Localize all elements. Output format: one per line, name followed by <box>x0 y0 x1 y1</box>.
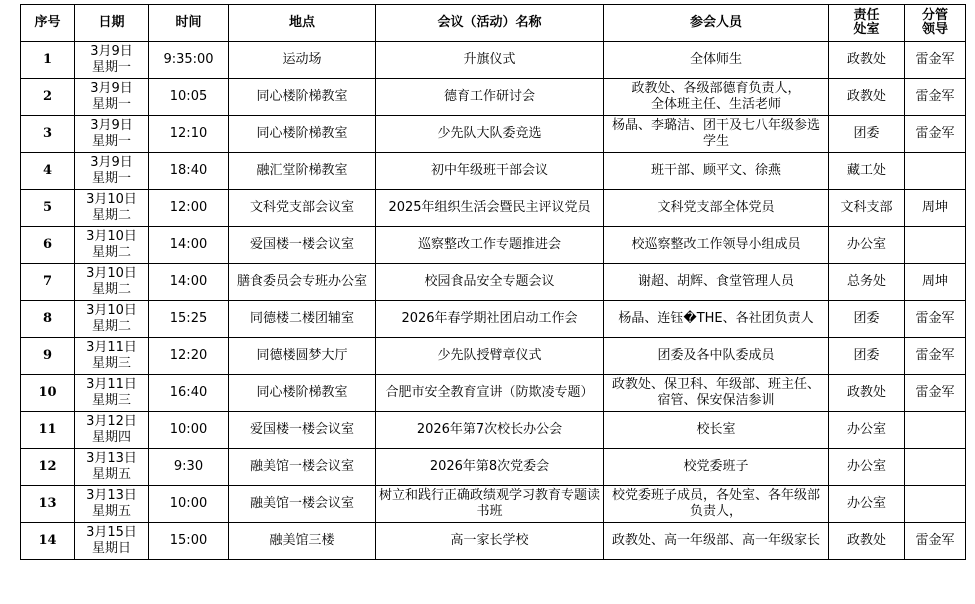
row-date <box>75 79 149 116</box>
row-dept: 团委 <box>829 301 905 338</box>
row-date-weekday: 星期五 <box>91 467 131 482</box>
row-date-day: 3月10日 <box>86 229 137 244</box>
table-row <box>21 338 966 375</box>
header-people: 参会人员 <box>604 5 829 42</box>
row-index: 14 <box>21 523 75 560</box>
row-date-day: 3月10日 <box>86 303 137 318</box>
row-people <box>604 523 829 560</box>
row-index: 11 <box>21 412 75 449</box>
row-index: 7 <box>21 264 75 301</box>
row-date-day: 3月9日 <box>90 81 133 96</box>
row-leader: 雷金军 <box>905 523 966 560</box>
row-time: 18:40 <box>149 153 229 190</box>
table-row <box>21 412 966 449</box>
row-leader <box>905 153 966 190</box>
row-people-line2: 全体班主任、生活老师 <box>650 97 781 112</box>
row-people <box>604 449 829 486</box>
row-place: 融美馆一楼会议室 <box>229 486 376 523</box>
row-people <box>604 42 829 79</box>
table-row <box>21 301 966 338</box>
row-date-day: 3月12日 <box>86 414 137 429</box>
row-date <box>75 375 149 412</box>
row-time: 12:00 <box>149 190 229 227</box>
row-name: 2026年春学期社团启动工作会 <box>376 301 604 338</box>
row-place: 运动场 <box>229 42 376 79</box>
header-dept-line2: 处室 <box>853 22 880 37</box>
row-people-line1: 谢超、胡辉、食堂管理人员 <box>637 274 794 289</box>
row-dept: 办公室 <box>829 412 905 449</box>
row-index: 10 <box>21 375 75 412</box>
table-row <box>21 523 966 560</box>
table-row <box>21 42 966 79</box>
row-name: 高一家长学校 <box>376 523 604 560</box>
row-date <box>75 190 149 227</box>
row-time: 15:25 <box>149 301 229 338</box>
row-name: 德育工作研讨会 <box>376 79 604 116</box>
row-people <box>604 153 829 190</box>
row-time: 16:40 <box>149 375 229 412</box>
row-people-line2: 负责人， <box>689 504 742 519</box>
row-index: 8 <box>21 301 75 338</box>
row-people-line2: 宿管、保安保洁参训 <box>657 393 775 408</box>
row-people-line1: 杨晶、连钰�THE、各社团负责人 <box>618 311 814 326</box>
row-date-day: 3月9日 <box>90 155 133 170</box>
row-dept: 总务处 <box>829 264 905 301</box>
row-index: 6 <box>21 227 75 264</box>
row-date <box>75 42 149 79</box>
row-date-day: 3月13日 <box>86 451 137 466</box>
row-people-line1: 团委及各中队委成员 <box>657 348 775 363</box>
row-date <box>75 523 149 560</box>
row-leader <box>905 486 966 523</box>
row-people-line1: 政教处、保卫科、年级部、班主任、 <box>611 377 820 392</box>
row-leader: 周坤 <box>905 264 966 301</box>
row-place: 文科党支部会议室 <box>229 190 376 227</box>
row-leader <box>905 412 966 449</box>
row-people <box>604 116 829 153</box>
table-row <box>21 153 966 190</box>
row-date-weekday: 星期一 <box>91 97 131 112</box>
row-name: 树立和践行正确政绩观学习教育专题读书班 <box>376 486 604 523</box>
row-date-day: 3月10日 <box>86 266 137 281</box>
row-date <box>75 449 149 486</box>
row-date-weekday: 星期四 <box>91 430 131 445</box>
header-dept <box>829 5 905 42</box>
header-date: 日期 <box>75 5 149 42</box>
row-time: 14:00 <box>149 227 229 264</box>
row-time: 9:35:00 <box>149 42 229 79</box>
row-people-line1: 政教处、高一年级部、高一年级家长 <box>611 533 820 548</box>
row-time: 12:20 <box>149 338 229 375</box>
row-place: 同心楼阶梯教室 <box>229 116 376 153</box>
row-place: 爱国楼一楼会议室 <box>229 227 376 264</box>
row-people-line1: 班干部、顾平文、徐燕 <box>650 163 781 178</box>
row-people <box>604 412 829 449</box>
row-people-line1: 校长室 <box>696 422 736 437</box>
row-people-line1: 杨晶、李璐洁、团干及七八年级参选 <box>611 118 820 133</box>
row-name: 2026年第8次党委会 <box>376 449 604 486</box>
row-people <box>604 79 829 116</box>
row-date <box>75 116 149 153</box>
row-place: 同心楼阶梯教室 <box>229 375 376 412</box>
row-date-weekday: 星期一 <box>91 134 131 149</box>
row-leader: 雷金军 <box>905 301 966 338</box>
row-date <box>75 227 149 264</box>
row-time: 9:30 <box>149 449 229 486</box>
row-index: 2 <box>21 79 75 116</box>
row-date-weekday: 星期二 <box>91 245 131 260</box>
row-time: 15:00 <box>149 523 229 560</box>
row-name: 2025年组织生活会暨民主评议党员 <box>376 190 604 227</box>
row-date-day: 3月10日 <box>86 192 137 207</box>
row-leader: 雷金军 <box>905 375 966 412</box>
table-row <box>21 190 966 227</box>
header-name: 会议（活动）名称 <box>376 5 604 42</box>
row-place: 同德楼圆梦大厅 <box>229 338 376 375</box>
row-place: 同德楼二楼团辅室 <box>229 301 376 338</box>
row-date-weekday: 星期二 <box>91 282 131 297</box>
header-place: 地点 <box>229 5 376 42</box>
row-name: 校园食品安全专题会议 <box>376 264 604 301</box>
row-place: 融美馆三楼 <box>229 523 376 560</box>
row-place: 融美馆一楼会议室 <box>229 449 376 486</box>
row-time: 14:00 <box>149 264 229 301</box>
row-people <box>604 338 829 375</box>
row-name: 巡察整改工作专题推进会 <box>376 227 604 264</box>
table-row <box>21 264 966 301</box>
header-dept-line1: 责任 <box>853 8 880 23</box>
row-index: 4 <box>21 153 75 190</box>
row-index: 1 <box>21 42 75 79</box>
row-leader: 雷金军 <box>905 79 966 116</box>
row-time: 10:05 <box>149 79 229 116</box>
row-date-weekday: 星期二 <box>91 208 131 223</box>
row-index: 5 <box>21 190 75 227</box>
row-people <box>604 227 829 264</box>
row-date <box>75 264 149 301</box>
row-time: 10:00 <box>149 412 229 449</box>
row-leader: 雷金军 <box>905 338 966 375</box>
row-people-line1: 文科党支部全体党员 <box>657 200 775 215</box>
header-leader-line2: 领导 <box>921 22 948 37</box>
row-people-line1: 政教处、各级部德育负责人， <box>631 81 801 96</box>
row-dept: 办公室 <box>829 486 905 523</box>
row-date-day: 3月9日 <box>90 118 133 133</box>
row-name: 合肥市安全教育宣讲（防欺凌专题） <box>376 375 604 412</box>
row-date-weekday: 星期日 <box>91 541 131 556</box>
row-people-line1: 校党委班子 <box>683 459 749 474</box>
row-date <box>75 153 149 190</box>
row-people-line1: 校巡察整改工作领导小组成员 <box>631 237 801 252</box>
row-place: 膳食委员会专班办公室 <box>229 264 376 301</box>
table-row <box>21 486 966 523</box>
row-people <box>604 190 829 227</box>
row-date-day: 3月11日 <box>86 340 137 355</box>
row-time: 10:00 <box>149 486 229 523</box>
row-date-day: 3月15日 <box>86 525 137 540</box>
row-date-weekday: 星期二 <box>91 319 131 334</box>
schedule-table <box>20 4 966 560</box>
row-place: 同心楼阶梯教室 <box>229 79 376 116</box>
row-place: 融汇堂阶梯教室 <box>229 153 376 190</box>
row-date-weekday: 星期五 <box>91 504 131 519</box>
row-name: 少先队大队委竞选 <box>376 116 604 153</box>
row-name: 2026年第7次校长办公会 <box>376 412 604 449</box>
header-time: 时间 <box>149 5 229 42</box>
row-dept: 团委 <box>829 116 905 153</box>
row-date-weekday: 星期三 <box>91 356 131 371</box>
row-place: 爱国楼一楼会议室 <box>229 412 376 449</box>
row-people <box>604 301 829 338</box>
row-dept: 政教处 <box>829 523 905 560</box>
table-row <box>21 449 966 486</box>
row-leader: 周坤 <box>905 190 966 227</box>
table-row <box>21 227 966 264</box>
row-date <box>75 301 149 338</box>
row-leader: 雷金军 <box>905 42 966 79</box>
row-people-line2: 学生 <box>702 134 729 149</box>
row-name: 初中年级班干部会议 <box>376 153 604 190</box>
row-date <box>75 486 149 523</box>
row-dept: 文科支部 <box>829 190 905 227</box>
row-index: 13 <box>21 486 75 523</box>
row-name: 升旗仪式 <box>376 42 604 79</box>
row-dept: 政教处 <box>829 79 905 116</box>
row-dept: 办公室 <box>829 227 905 264</box>
row-date-weekday: 星期三 <box>91 393 131 408</box>
row-dept: 政教处 <box>829 375 905 412</box>
row-leader: 雷金军 <box>905 116 966 153</box>
row-index: 9 <box>21 338 75 375</box>
row-people <box>604 264 829 301</box>
header-leader <box>905 5 966 42</box>
row-dept: 政教处 <box>829 42 905 79</box>
row-date-weekday: 星期一 <box>91 60 131 75</box>
row-date-day: 3月13日 <box>86 488 137 503</box>
row-leader <box>905 449 966 486</box>
row-name: 少先队授臂章仪式 <box>376 338 604 375</box>
table-row <box>21 375 966 412</box>
row-date-day: 3月9日 <box>90 44 133 59</box>
row-index: 3 <box>21 116 75 153</box>
row-date-day: 3月11日 <box>86 377 137 392</box>
header-row <box>21 5 966 42</box>
row-date <box>75 338 149 375</box>
row-time: 12:10 <box>149 116 229 153</box>
row-date <box>75 412 149 449</box>
row-people <box>604 486 829 523</box>
row-dept: 藏工处 <box>829 153 905 190</box>
row-index: 12 <box>21 449 75 486</box>
row-leader <box>905 227 966 264</box>
row-people-line1: 校党委班子成员，各处室、各年级部 <box>611 488 820 503</box>
row-people <box>604 375 829 412</box>
row-dept: 团委 <box>829 338 905 375</box>
row-dept: 办公室 <box>829 449 905 486</box>
table-row <box>21 116 966 153</box>
header-leader-line1: 分管 <box>921 8 948 23</box>
row-people-line1: 全体师生 <box>689 52 742 67</box>
table-row <box>21 79 966 116</box>
header-index: 序号 <box>21 5 75 42</box>
row-date-weekday: 星期一 <box>91 171 131 186</box>
